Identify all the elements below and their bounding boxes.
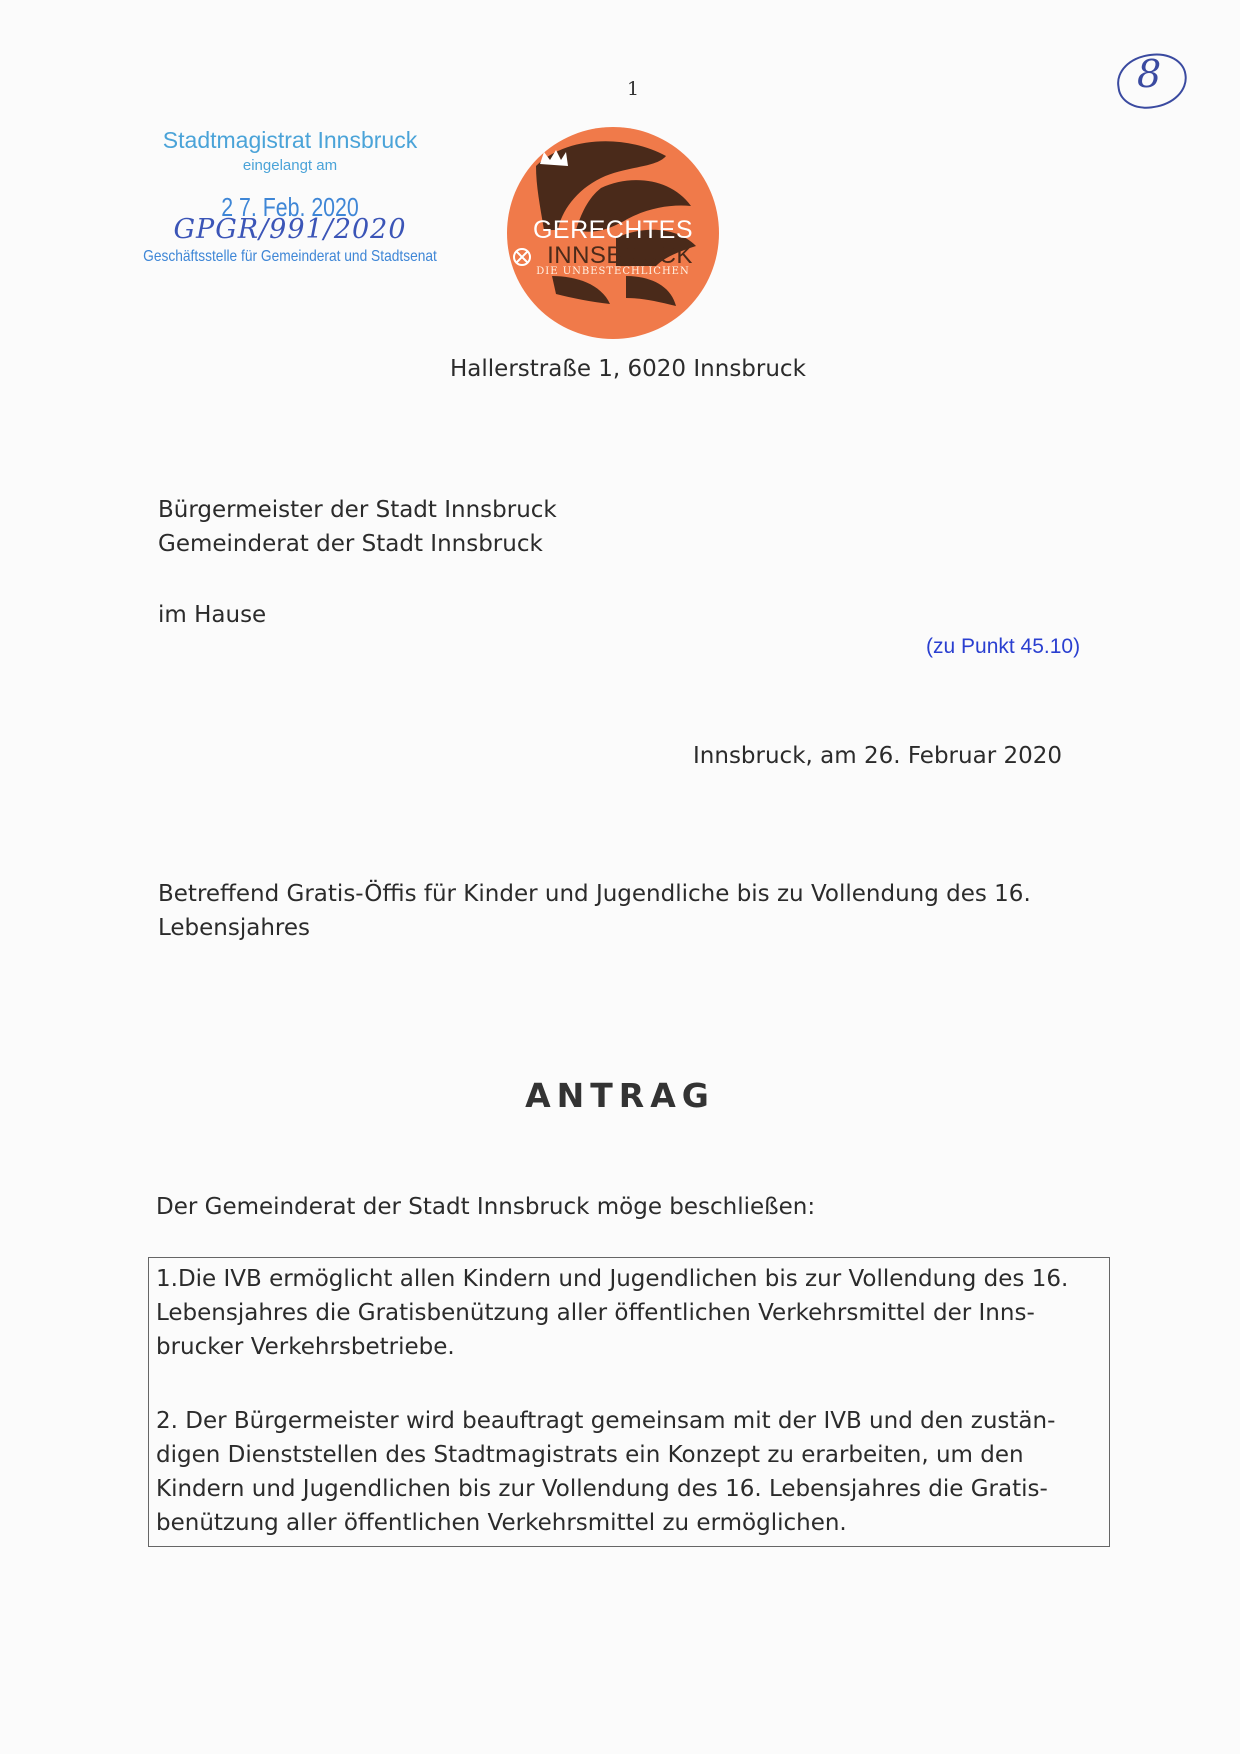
logo-text-line1: GERECHTES bbox=[532, 216, 694, 244]
motion-line: Lebensjahres die Gratisbenützung aller öffentlichen Verkehrsmittel der Inns- bbox=[156, 1300, 1035, 1326]
motion-line: digen Dienststellen des Stadtmagistrats ein Konzept zu erarbeiten, um den bbox=[156, 1442, 1024, 1468]
motion-line: Kindern und Jugendlichen bis zur Vollendung des 16. Lebensjahres die Gratis- bbox=[156, 1476, 1048, 1502]
agenda-reference: (zu Punkt 45.10) bbox=[926, 635, 1081, 658]
logo-tagline: DIE UNBESTECHLICHEN bbox=[536, 266, 690, 277]
recipient-line: Bürgermeister der Stadt Innsbruck bbox=[158, 497, 557, 523]
stamp-reference: GPGR/991/2020 bbox=[173, 214, 407, 245]
im-hause: im Hause bbox=[158, 602, 267, 628]
motion-point-2 bbox=[156, 1404, 1106, 1540]
subject bbox=[158, 877, 1088, 945]
resolution-intro: Der Gemeinderat der Stadt Innsbruck möge beschließen: bbox=[156, 1194, 816, 1220]
motion-point-1 bbox=[156, 1262, 1106, 1364]
recipient-line: Gemeinderat der Stadt Innsbruck bbox=[158, 531, 543, 557]
motion-line: benützung aller öffentlichen Verkehrsmittel zu ermöglichen. bbox=[156, 1510, 847, 1536]
motion-line: 2. Der Bürgermeister wird beauftragt gemeinsam mit der IVB und den zustän- bbox=[156, 1408, 1056, 1434]
stamp-received-label: eingelangt am bbox=[242, 157, 338, 174]
motion-line: 1.Die IVB ermöglicht allen Kindern und Jugendlichen bis zur Vollendung des 16. bbox=[156, 1266, 1069, 1292]
subject-line: Lebensjahres bbox=[158, 915, 311, 941]
stamp-date: 2 7. Feb. 2020 bbox=[221, 192, 359, 222]
handwritten-number: 8 bbox=[1137, 52, 1162, 96]
sender-address: Hallerstraße 1, 6020 Innsbruck bbox=[450, 356, 806, 382]
stamp-office: Geschäftsstelle für Gemeinderat und Stadtsenat bbox=[143, 248, 437, 265]
stamp-title: Stadtmagistrat Innsbruck bbox=[162, 127, 418, 153]
subject-line: Betreffend Gratis-Öffis für Kinder und Jugendliche bis zu Vollendung des 16. bbox=[158, 881, 1031, 907]
date-line: Innsbruck, am 26. Februar 2020 bbox=[693, 743, 1062, 769]
page-number: 1 bbox=[627, 78, 640, 100]
document-heading: ANTRAG bbox=[525, 1076, 715, 1115]
logo-text-line2: INNSBRUCK bbox=[547, 242, 693, 269]
motion-line: brucker Verkehrsbetriebe. bbox=[156, 1334, 455, 1360]
